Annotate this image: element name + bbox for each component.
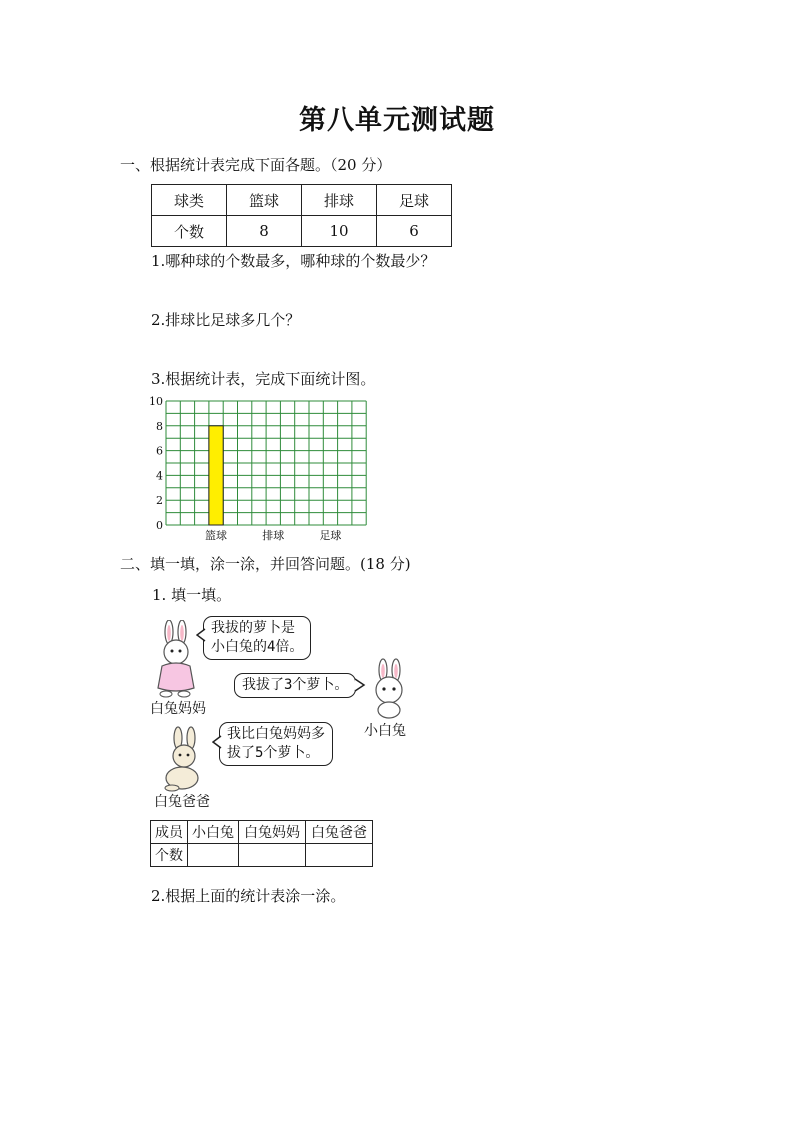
table-cell: 6 [377, 216, 452, 247]
x-tick-label: 足球 [319, 529, 342, 542]
bubble-line: 我拔的萝卜是 [211, 620, 295, 636]
label-mom: 白兔妈妈 [150, 701, 206, 717]
answer-cell[interactable] [306, 844, 373, 867]
question-2: 2.排球比足球多几个？ [151, 311, 301, 329]
y-tick-label: 2 [156, 494, 163, 508]
table-cell: 小白兔 [188, 821, 239, 844]
speech-bubble-small [234, 673, 356, 698]
question-1: 1.哪种球的个数最多，哪种球的个数最少？ [151, 252, 436, 270]
y-tick-label: 0 [156, 519, 163, 532]
y-tick-label: 4 [156, 469, 163, 483]
table-cell: 排球 [302, 185, 377, 216]
table-cell: 个数 [151, 844, 188, 867]
page-title: 第八单元测试题 [299, 105, 495, 136]
bar [209, 426, 223, 525]
label-dad: 白兔爸爸 [154, 794, 210, 810]
table-row [151, 821, 373, 844]
table-cell: 个数 [152, 216, 227, 247]
speech-bubble-dad [219, 722, 333, 766]
table-cell: 足球 [377, 185, 452, 216]
bubble-line: 小白兔的4倍。 [211, 639, 304, 655]
y-tick-label: 10 [149, 395, 163, 408]
answer-cell[interactable] [239, 844, 306, 867]
table-cell: 球类 [152, 185, 227, 216]
bubble-line: 拔了5个萝卜。 [227, 745, 320, 761]
table-cell: 成员 [151, 821, 188, 844]
x-tick-label: 排球 [262, 529, 285, 542]
table-cell: 篮球 [227, 185, 302, 216]
speech-bubble-mom [203, 616, 311, 660]
table-cell: 白兔妈妈 [239, 821, 306, 844]
label-small: 小白兔 [364, 723, 406, 739]
bubble-tail-icon [196, 628, 206, 642]
sub-question-1: 1. 填一填。 [152, 586, 232, 604]
y-tick-label: 8 [156, 419, 163, 433]
table-cell: 白兔爸爸 [306, 821, 373, 844]
answer-cell[interactable] [188, 844, 239, 867]
section1-heading: 一、根据统计表完成下面各题。（20 分） [120, 156, 392, 174]
ball-table [151, 184, 452, 247]
mom-rabbit-icon [152, 620, 200, 698]
y-tick-label: 6 [156, 444, 163, 458]
small-rabbit-icon [364, 658, 414, 720]
rabbit-table [150, 820, 373, 867]
dad-rabbit-icon [158, 726, 208, 792]
bubble-tail-icon [212, 735, 222, 749]
sub-question-2: 2.根据上面的统计表涂一涂。 [151, 887, 346, 905]
bubble-line: 我比白兔妈妈多 [227, 726, 325, 742]
question-3: 3.根据统计表，完成下面统计图。 [151, 370, 376, 388]
bubble-line: 我拔了3个萝卜。 [242, 677, 349, 693]
table-row [151, 844, 373, 867]
table-cell: 10 [302, 216, 377, 247]
section2-heading: 二、填一填，涂一涂，并回答问题。(18 分) [120, 555, 411, 573]
table-row [152, 185, 452, 216]
bar-chart [140, 392, 380, 544]
table-row [152, 216, 452, 247]
table-cell: 8 [227, 216, 302, 247]
x-tick-label: 篮球 [205, 529, 228, 542]
